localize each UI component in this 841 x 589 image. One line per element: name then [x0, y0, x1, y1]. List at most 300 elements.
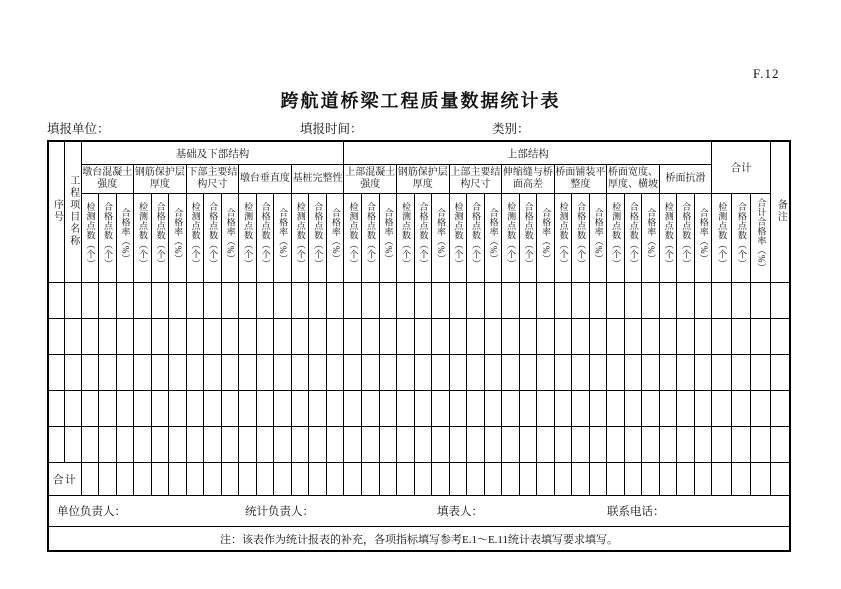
- total-data-cell: [712, 355, 732, 391]
- total-row-data-cell: [642, 463, 660, 496]
- data-cell: [484, 391, 502, 427]
- data-cell: [186, 283, 204, 319]
- metric-header: [99, 194, 117, 283]
- table-row: [48, 283, 790, 319]
- data-cell: [274, 319, 292, 355]
- data-cell: [572, 391, 590, 427]
- data-cell: [467, 355, 485, 391]
- data-cell: [677, 355, 695, 391]
- data-cell: [537, 319, 555, 355]
- data-cell: [274, 391, 292, 427]
- total-data-cell: [731, 427, 751, 463]
- data-cell: [274, 283, 292, 319]
- metric-header-text: 检测点数（个）: [663, 202, 674, 269]
- data-cell: [449, 391, 467, 427]
- data-cell: [519, 391, 537, 427]
- data-cell: [239, 319, 257, 355]
- total-row-data-cell: [712, 463, 732, 496]
- data-cell: [397, 319, 415, 355]
- group-header: 桥面抗滑: [659, 165, 712, 194]
- total-data-cell: [751, 355, 771, 391]
- data-cell: [291, 283, 309, 319]
- metric-header: [484, 194, 502, 283]
- seq-cell: [48, 319, 64, 355]
- metric-header-text: 合格点数（个）: [471, 202, 482, 269]
- data-cell: [554, 355, 572, 391]
- data-cell: [134, 355, 152, 391]
- data-cell: [414, 319, 432, 355]
- data-cell: [326, 391, 344, 427]
- data-cell: [204, 283, 222, 319]
- metric-header-text: 检测点数（个）: [506, 202, 517, 269]
- data-cell: [221, 355, 239, 391]
- data-cell: [99, 319, 117, 355]
- metric-header-text: 合格点数（个）: [365, 202, 376, 269]
- metric-header: [326, 194, 344, 283]
- seq-cell: [48, 391, 64, 427]
- total-row-data-cell: [274, 463, 292, 496]
- data-cell: [256, 283, 274, 319]
- total-data-cell: [751, 283, 771, 319]
- data-cell: [537, 391, 555, 427]
- data-cell: [186, 319, 204, 355]
- metric-header: [379, 194, 397, 283]
- data-cell: [502, 355, 520, 391]
- data-cell: [467, 427, 485, 463]
- data-cell: [397, 355, 415, 391]
- group-header: 上部主要结构尺寸: [449, 165, 502, 194]
- total-row-label: 合计: [48, 463, 81, 496]
- metric-header: [274, 194, 292, 283]
- metric-header-text: 检测点数（个）: [295, 202, 306, 269]
- data-cell: [607, 319, 625, 355]
- metric-header-text: 合格率（%）: [383, 207, 394, 264]
- data-cell: [134, 283, 152, 319]
- data-cell: [116, 391, 134, 427]
- metric-header: [221, 194, 239, 283]
- metric-header-text: 合格点数（个）: [313, 202, 324, 269]
- total-row-data-cell: [326, 463, 344, 496]
- data-cell: [379, 355, 397, 391]
- seq-cell: [48, 283, 64, 319]
- signature-cell: [48, 496, 790, 527]
- total-row-data-cell: [309, 463, 327, 496]
- metric-header: [414, 194, 432, 283]
- data-cell: [361, 283, 379, 319]
- data-cell: [607, 355, 625, 391]
- data-cell: [449, 283, 467, 319]
- data-cell: [659, 355, 677, 391]
- data-cell: [519, 355, 537, 391]
- data-cell: [134, 319, 152, 355]
- data-cell: [344, 391, 362, 427]
- total-row-data-cell: [151, 463, 169, 496]
- data-cell: [484, 427, 502, 463]
- data-cell: [309, 391, 327, 427]
- metric-header-text: 合格率（%）: [593, 207, 604, 264]
- data-cell: [239, 391, 257, 427]
- data-cell: [484, 355, 502, 391]
- metric-header-text: 合格点数（个）: [628, 202, 639, 269]
- data-cell: [624, 283, 642, 319]
- metric-header: [256, 194, 274, 283]
- metric-header: [449, 194, 467, 283]
- data-cell: [519, 319, 537, 355]
- data-cell: [677, 283, 695, 319]
- col-header-project-text: 工程项目名称: [67, 174, 79, 247]
- data-cell: [694, 355, 712, 391]
- data-cell: [659, 283, 677, 319]
- metric-header-text: 合格点数（个）: [681, 202, 692, 269]
- data-cell: [116, 355, 134, 391]
- total-row-data-cell: [484, 463, 502, 496]
- data-cell: [519, 427, 537, 463]
- data-cell: [169, 319, 187, 355]
- data-cell: [151, 319, 169, 355]
- group-header: 基桩完整性: [291, 165, 344, 194]
- data-cell: [502, 427, 520, 463]
- data-cell: [449, 355, 467, 391]
- total-row-data-cell: [554, 463, 572, 496]
- data-cell: [467, 319, 485, 355]
- data-cell: [589, 427, 607, 463]
- metric-header: [239, 194, 257, 283]
- data-cell: [186, 427, 204, 463]
- total-data-cell: [731, 355, 751, 391]
- total-section-header: 合计: [712, 141, 771, 194]
- metric-header-text: 合格点数（个）: [155, 202, 166, 269]
- total-row-data-cell: [572, 463, 590, 496]
- data-cell: [537, 283, 555, 319]
- col-header-seq: [48, 141, 64, 283]
- note-row: [48, 527, 790, 552]
- total-metric-header: [712, 194, 732, 283]
- project-name-cell: [64, 391, 81, 427]
- totals-row: [48, 463, 790, 496]
- table-row: [48, 391, 790, 427]
- metric-header-text: 检测点数（个）: [453, 202, 464, 269]
- metric-header: [81, 194, 99, 283]
- data-cell: [274, 355, 292, 391]
- metric-header: [642, 194, 660, 283]
- data-cell: [134, 391, 152, 427]
- data-cell: [81, 355, 99, 391]
- data-cell: [256, 319, 274, 355]
- metric-header-text: 合格率（%）: [278, 207, 289, 264]
- data-cell: [361, 355, 379, 391]
- data-cell: [326, 319, 344, 355]
- data-cell: [449, 319, 467, 355]
- data-cell: [256, 355, 274, 391]
- page-title: 跨航道桥梁工程质量数据统计表: [280, 91, 561, 111]
- total-row-data-cell: [344, 463, 362, 496]
- total-row-data-cell: [751, 463, 771, 496]
- data-cell: [572, 355, 590, 391]
- data-cell: [151, 427, 169, 463]
- total-data-cell: [751, 427, 771, 463]
- total-row-data-cell: [414, 463, 432, 496]
- data-cell: [414, 427, 432, 463]
- table-row: [48, 319, 790, 355]
- total-row-data-cell: [99, 463, 117, 496]
- total-metric-header-text: 合计合格率（%）: [756, 198, 767, 273]
- data-cell: [361, 427, 379, 463]
- data-cell: [572, 319, 590, 355]
- remarks-cell: [770, 319, 790, 355]
- total-row-data-cell: [204, 463, 222, 496]
- total-data-cell: [731, 283, 751, 319]
- data-cell: [309, 427, 327, 463]
- data-cell: [204, 427, 222, 463]
- metric-header: [659, 194, 677, 283]
- data-cell: [432, 319, 450, 355]
- note-cell: 注：该表作为统计报表的补充，各项指标填写参考E.1～E.11统计表填写要求填写。: [48, 527, 790, 552]
- metric-header: [116, 194, 134, 283]
- data-cell: [397, 283, 415, 319]
- total-metric-header-text: 检测点数（个）: [717, 202, 728, 269]
- remarks-cell: [770, 355, 790, 391]
- col-header-seq-text: 序号: [51, 198, 63, 223]
- total-row-data-cell: [81, 463, 99, 496]
- total-row-data-cell: [624, 463, 642, 496]
- data-cell: [344, 355, 362, 391]
- metric-header-text: 检测点数（个）: [85, 202, 96, 269]
- data-cell: [659, 427, 677, 463]
- metric-header-text: 合格率（%）: [225, 207, 236, 264]
- metric-header-text: 检测点数（个）: [138, 202, 149, 269]
- group-header: 伸缩缝与桥面高差: [502, 165, 555, 194]
- total-data-cell: [731, 391, 751, 427]
- remarks-cell: [770, 427, 790, 463]
- total-row-data-cell: [449, 463, 467, 496]
- data-cell: [379, 427, 397, 463]
- data-cell: [484, 319, 502, 355]
- total-data-cell: [751, 319, 771, 355]
- data-cell: [624, 391, 642, 427]
- seq-cell: [48, 427, 64, 463]
- metric-header: [607, 194, 625, 283]
- metric-header-text: 合格点数（个）: [260, 202, 271, 269]
- data-cell: [467, 283, 485, 319]
- data-cell: [186, 355, 204, 391]
- group-header: 钢筋保护层厚度: [134, 165, 187, 194]
- data-cell: [326, 283, 344, 319]
- metric-header: [134, 194, 152, 283]
- reporting-unit-label: 填报单位：: [47, 122, 110, 136]
- metric-header-text: 合格点数（个）: [523, 202, 534, 269]
- total-row-data-cell: [186, 463, 204, 496]
- data-cell: [432, 391, 450, 427]
- data-cell: [344, 319, 362, 355]
- data-cell: [502, 319, 520, 355]
- data-cell: [502, 283, 520, 319]
- remarks-header-text: 备注: [775, 198, 787, 223]
- data-cell: [379, 319, 397, 355]
- data-cell: [589, 283, 607, 319]
- group-header: 上部混凝土强度: [344, 165, 397, 194]
- data-cell: [677, 319, 695, 355]
- data-cell: [169, 283, 187, 319]
- total-row-data-cell: [361, 463, 379, 496]
- metric-header: [589, 194, 607, 283]
- metric-header-text: 检测点数（个）: [558, 202, 569, 269]
- total-row-data-cell: [519, 463, 537, 496]
- data-cell: [169, 391, 187, 427]
- data-cell: [361, 319, 379, 355]
- total-row-data-cell: [134, 463, 152, 496]
- data-cell: [642, 427, 660, 463]
- data-cell: [186, 391, 204, 427]
- data-cell: [677, 391, 695, 427]
- data-cell: [169, 427, 187, 463]
- data-cell: [607, 283, 625, 319]
- data-cell: [99, 283, 117, 319]
- data-cell: [99, 427, 117, 463]
- data-cell: [361, 391, 379, 427]
- total-data-cell: [731, 319, 751, 355]
- category-label: 类别：: [492, 122, 530, 136]
- data-cell: [239, 283, 257, 319]
- data-cell: [151, 391, 169, 427]
- metric-header: [677, 194, 695, 283]
- metric-header: [291, 194, 309, 283]
- data-cell: [694, 427, 712, 463]
- data-cell: [99, 355, 117, 391]
- data-cell: [449, 427, 467, 463]
- data-cell: [589, 355, 607, 391]
- group-header: 钢筋保护层厚度: [397, 165, 450, 194]
- metric-header-text: 合格率（%）: [330, 207, 341, 264]
- data-cell: [256, 391, 274, 427]
- data-cell: [659, 319, 677, 355]
- metric-header: [519, 194, 537, 283]
- data-cell: [116, 427, 134, 463]
- total-row-data-cell: [502, 463, 520, 496]
- data-cell: [291, 427, 309, 463]
- total-data-cell: [712, 391, 732, 427]
- metric-header: [537, 194, 555, 283]
- reporting-time-label: 填报时间：: [300, 122, 363, 136]
- metric-header-text: 合格率（%）: [646, 207, 657, 264]
- group-header: 桥面铺装平整度: [554, 165, 607, 194]
- data-cell: [309, 355, 327, 391]
- metric-header: [467, 194, 485, 283]
- data-cell: [502, 391, 520, 427]
- total-row-data-cell: [397, 463, 415, 496]
- data-cell: [291, 319, 309, 355]
- total-row-data-cell: [607, 463, 625, 496]
- col-header-project: [64, 141, 81, 283]
- data-cell: [694, 319, 712, 355]
- group-header: 墩台混凝土强度: [81, 165, 134, 194]
- data-cell: [309, 283, 327, 319]
- data-cell: [116, 319, 134, 355]
- metric-header-text: 检测点数（个）: [190, 202, 201, 269]
- data-cell: [607, 391, 625, 427]
- metric-header-text: 合格率（%）: [698, 207, 709, 264]
- data-cell: [572, 427, 590, 463]
- data-cell: [309, 319, 327, 355]
- data-cell: [291, 391, 309, 427]
- metric-header: [344, 194, 362, 283]
- data-cell: [379, 283, 397, 319]
- data-cell: [344, 283, 362, 319]
- total-row-data-cell: [467, 463, 485, 496]
- data-cell: [414, 391, 432, 427]
- signature-row: [48, 496, 790, 527]
- data-cell: [467, 391, 485, 427]
- data-cell: [607, 427, 625, 463]
- total-row-data-cell: [694, 463, 712, 496]
- metric-header-text: 合格率（%）: [120, 207, 131, 264]
- data-cell: [677, 427, 695, 463]
- data-cell: [624, 319, 642, 355]
- data-cell: [99, 391, 117, 427]
- data-cell: [326, 355, 344, 391]
- total-row-data-cell: [169, 463, 187, 496]
- preparer-label: 填表人：: [437, 506, 483, 518]
- metric-header: [151, 194, 169, 283]
- total-row-data-cell: [291, 463, 309, 496]
- remarks-header: [770, 141, 790, 283]
- data-cell: [484, 283, 502, 319]
- metric-header-text: 合格率（%）: [541, 207, 552, 264]
- data-cell: [221, 319, 239, 355]
- metric-header: [502, 194, 520, 283]
- data-cell: [81, 319, 99, 355]
- data-cell: [151, 283, 169, 319]
- data-cell: [291, 355, 309, 391]
- data-cell: [81, 427, 99, 463]
- total-data-cell: [751, 391, 771, 427]
- total-row-data-cell: [239, 463, 257, 496]
- data-cell: [659, 391, 677, 427]
- metric-header: [397, 194, 415, 283]
- data-cell: [379, 391, 397, 427]
- group-header: 桥面宽度、厚度、横坡: [607, 165, 660, 194]
- total-row-remarks-cell: [770, 463, 790, 496]
- project-name-cell: [64, 355, 81, 391]
- total-metric-header: [731, 194, 751, 283]
- data-cell: [414, 355, 432, 391]
- total-row-data-cell: [677, 463, 695, 496]
- total-row-data-cell: [379, 463, 397, 496]
- metric-header: [309, 194, 327, 283]
- metric-header: [624, 194, 642, 283]
- metric-header-text: 检测点数（个）: [611, 202, 622, 269]
- total-data-cell: [712, 427, 732, 463]
- stats-head-label: 统计负责人：: [245, 506, 314, 518]
- data-cell: [81, 283, 99, 319]
- metric-header-text: 检测点数（个）: [243, 202, 254, 269]
- data-cell: [572, 283, 590, 319]
- table-row: [48, 427, 790, 463]
- total-row-data-cell: [537, 463, 555, 496]
- metric-header-text: 合格点数（个）: [208, 202, 219, 269]
- data-cell: [221, 283, 239, 319]
- data-cell: [344, 427, 362, 463]
- project-name-cell: [64, 319, 81, 355]
- data-cell: [397, 427, 415, 463]
- data-cell: [116, 283, 134, 319]
- data-cell: [642, 319, 660, 355]
- metric-header: [204, 194, 222, 283]
- group-header: 下部主要结构尺寸: [186, 165, 239, 194]
- metric-header-text: 合格率（%）: [436, 207, 447, 264]
- data-cell: [537, 355, 555, 391]
- data-cell: [239, 355, 257, 391]
- data-cell: [694, 391, 712, 427]
